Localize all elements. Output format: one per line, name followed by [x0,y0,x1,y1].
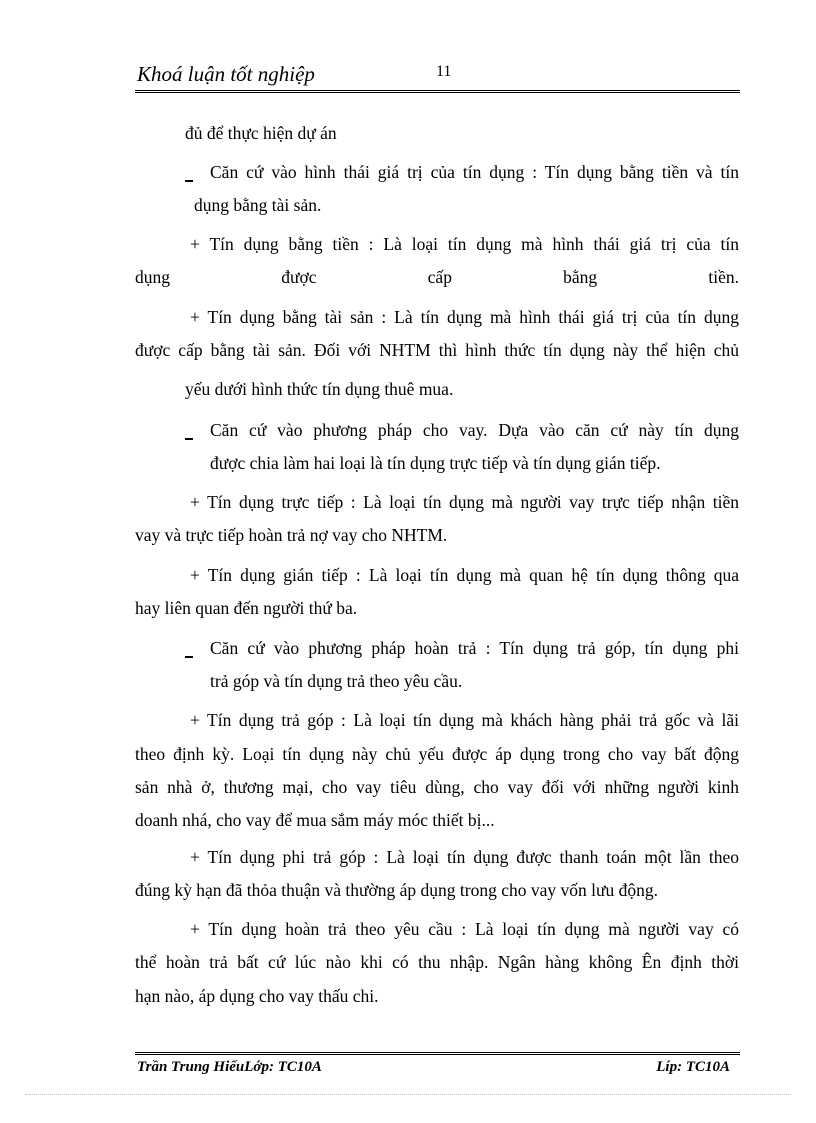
text-line: hạn nào, áp dụng cho vay thấu chi. [135,986,379,1006]
text-line: doanh nhá, cho vay để mua sắm máy móc thiết bị... [135,810,495,830]
text-line: + Tín dụng trực tiếp : Là loại tín dụng mà người vay trực tiếp nhận tiền [190,492,739,512]
text-line: sản nhà ở, thương mại, cho vay tiêu dùng, cho vay đối với những người kinh [135,777,739,797]
text-line: thể hoàn trả bất cứ lúc nào khi có thu nhập. Ngân hàng không Ên định thời [135,952,739,972]
text-line: hay liên quan đến người thứ ba. [135,598,358,618]
header-title: Khoá luận tốt nghiệp [137,62,315,86]
text-line: + Tín dụng bằng tài sản : Là tín dụng mà hình thái giá trị của tín dụng [190,307,739,327]
text-line: trả góp và tín dụng trả theo yêu cầu. [210,671,463,691]
page-number: 11 [436,63,452,80]
text-line: được cấp bằng tài sản. Đối với NHTM thì hình thức tín dụng này thể hiện chủ [135,340,739,360]
text-line: + Tín dụng hoàn trả theo yêu cầu : Là loại tín dụng mà người vay có [190,919,739,939]
footer-author: Trần Trung HiếuLớp: TC10A [137,1059,322,1075]
text-line: dụng bằng tài sản. [194,195,322,215]
text-line: Căn cứ vào phương pháp cho vay. Dựa vào căn cứ này tín dụng [210,420,739,440]
text-line: Căn cứ vào hình thái giá trị của tín dụng : Tín dụng bằng tiền và tín [210,162,739,182]
footer-rule [135,1052,740,1055]
bullet-dash [185,438,193,440]
text-line: + Tín dụng bằng tiền : Là loại tín dụng mà hình thái giá trị của tín [190,234,739,254]
header-rule [135,90,740,93]
text-line: được chia làm hai loại là tín dụng trực tiếp và tín dụng gián tiếp. [210,453,661,473]
text-line: yếu dưới hình thức tín dụng thuê mua. [185,379,454,399]
footer-class: Líp: TC10A [656,1059,730,1075]
text-line: + Tín dụng phi trả góp : Là loại tín dụng được thanh toán một lần theo [190,847,739,867]
text-line: vay và trực tiếp hoàn trả nợ vay cho NHTM. [135,525,448,545]
text-line: dụng được cấp bằng tiền. [135,267,739,287]
text-line: + Tín dụng gián tiếp : Là loại tín dụng mà quan hệ tín dụng thông qua [190,565,739,585]
text-line: đủ để thực hiện dự án [185,123,337,143]
bullet-dash [185,180,193,182]
text-line: đúng kỳ hạn đã thỏa thuận và thường áp dụng trong cho vay vốn lưu động. [135,880,659,900]
page-edge-divider [25,1094,791,1095]
bullet-dash [185,656,193,658]
text-line: + Tín dụng trả góp : Là loại tín dụng mà khách hàng phải trả gốc và lãi [190,710,739,730]
text-line: theo định kỳ. Loại tín dụng này chủ yếu được áp dụng trong cho vay bất động [135,744,739,764]
text-line: Căn cứ vào phương pháp hoàn trả : Tín dụng trả góp, tín dụng phi [210,638,739,658]
